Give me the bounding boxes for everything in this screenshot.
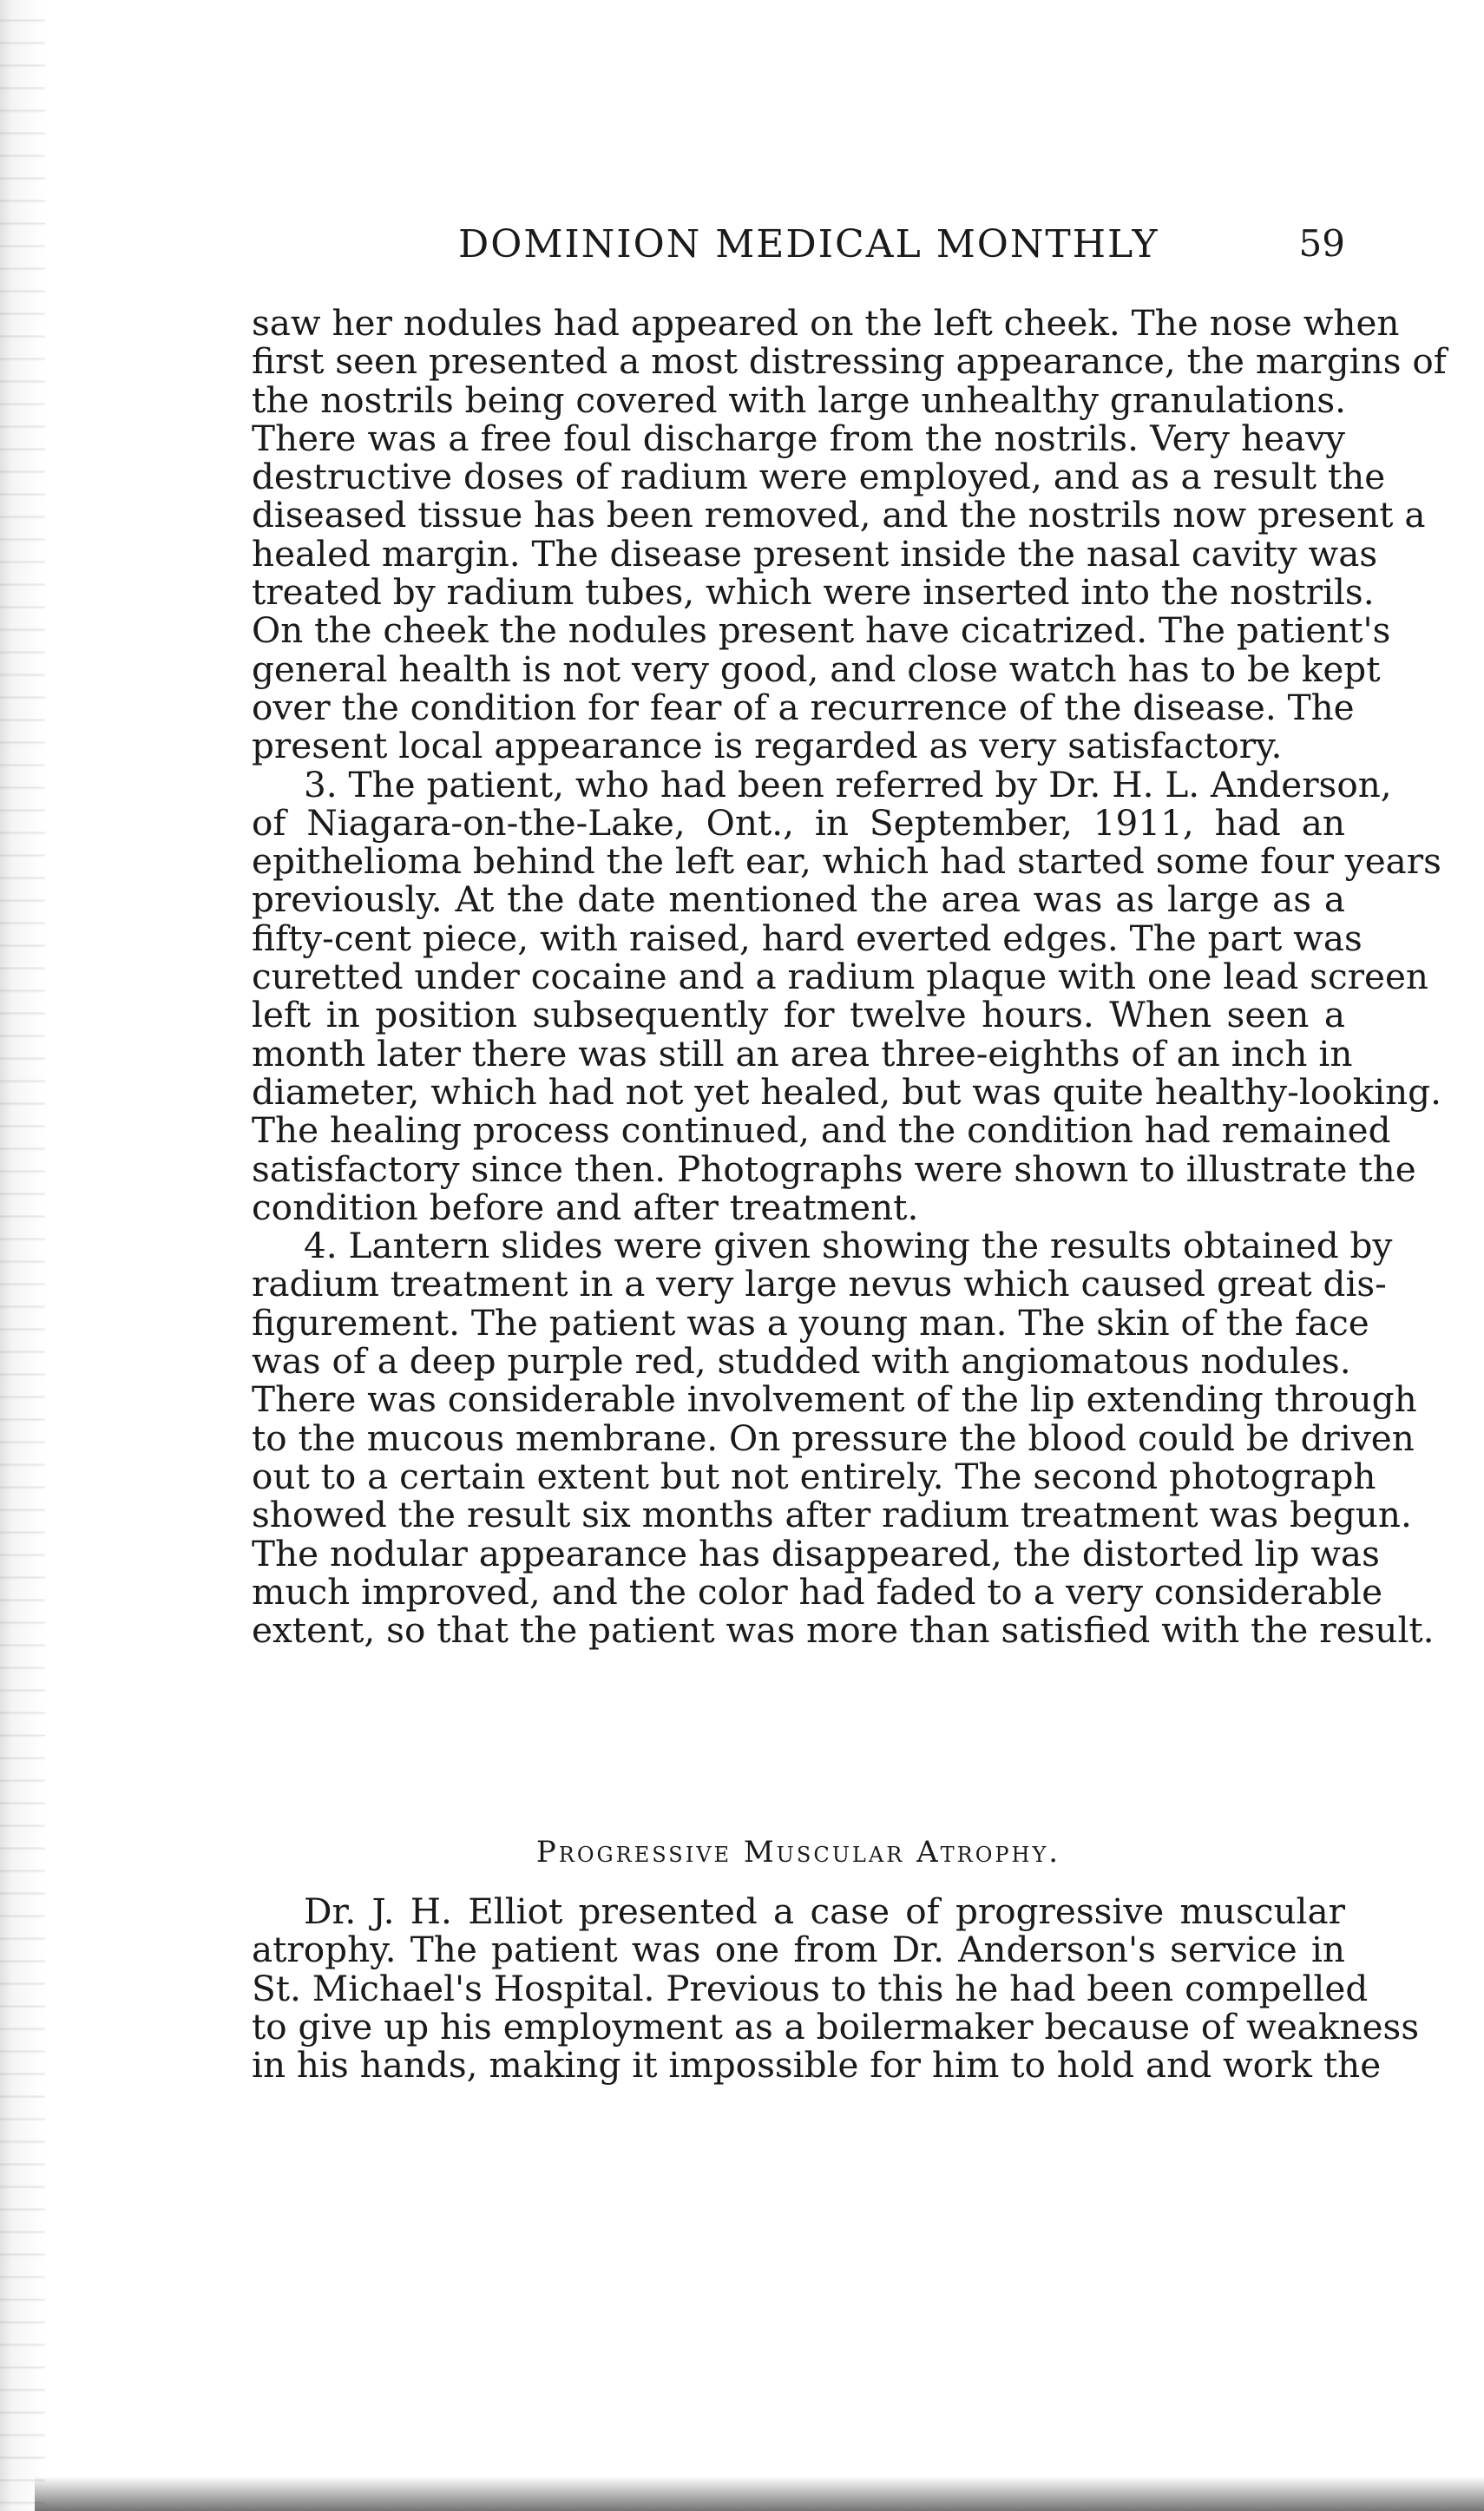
text-line: figurement. The patient was a young man. The skin of the face [252,1301,1369,1344]
text-line: previously. At the date mentioned the area was as large as a [252,878,1345,921]
text-line: in his hands, making it impossible for him to hold and work the [252,2044,1382,2087]
section-heading: Progressive Muscular Atrophy. [535,1835,1061,1870]
text-line: the nostrils being covered with large unhealthy granulations. [252,378,1346,421]
text-line: atrophy. The patient was one from Dr. Anderson's service in [252,1929,1345,1971]
paragraph-case-3 [252,763,1441,1228]
text-line: treated by radium tubes, which were inserted into the nostrils. [252,571,1375,614]
paragraph-continued [252,302,1447,767]
text-line: much improved, and the color had faded to a very considerable [252,1570,1383,1613]
text-line: condition before and after treatment. [252,1186,919,1228]
text-line: St. Michael's Hospital. Previous to this he had been compelled [252,1967,1369,2009]
text-line: diseased tissue has been removed, and the nostrils now present a [252,494,1426,536]
text-line: out to a certain extent but not entirely. The second photograph [252,1455,1376,1497]
text-line: over the condition for fear of a recurrence of the disease. The [252,686,1355,728]
text-line: to the mucous membrane. On pressure the blood could be driven [252,1417,1415,1459]
text-line: diameter, which had not yet healed, but was quite healthy-looking. [252,1070,1441,1113]
text-line: to give up his employment as a boilermaker because of weakness [252,2005,1420,2048]
body-text-continued [252,1890,1420,2087]
text-line: 3. The patient, who had been referred by Dr. H. L. Anderson, [304,763,1392,805]
text-line: destructive doses of radium were employed, and as a result the [252,456,1386,498]
text-line: month later there was still an area three-eighths of an inch in [252,1032,1353,1075]
text-line: fifty-cent piece, with raised, hard everted edges. The part was [252,917,1363,959]
text-line: The nodular appearance has disappeared, the distorted lip was [252,1532,1380,1574]
paragraph-muscular-atrophy [252,1890,1420,2087]
page-number: 59 [1298,222,1345,265]
text-line: general health is not very good, and close watch has to be kept [252,647,1381,690]
text-line: of Niagara-on-the-Lake, Ont., in September, 1911, had an [252,801,1345,844]
text-line: The healing process continued, and the condition had remained [252,1109,1391,1152]
running-title: DOMINION MEDICAL MONTHLY [458,222,1159,266]
page-bottom-edge [35,2476,1484,2511]
text-line: On the cheek the nodules present have cicatrized. The patient's [252,609,1391,652]
page-binding-edge [0,0,45,2511]
text-line: curetted under cocaine and a radium plaque with one lead screen [252,956,1429,998]
text-line: radium treatment in a very large nevus which caused great dis- [252,1263,1387,1305]
text-line: saw her nodules had appeared on the left cheek. The nose when [252,302,1400,344]
text-line: extent, so that the patient was more than satisfied with the result. [252,1609,1435,1652]
paragraph-case-4 [252,1225,1435,1652]
text-line: was of a deep purple red, studded with angiomatous nodules. [252,1340,1351,1383]
text-line: epithelioma behind the left ear, which had started some four years [252,840,1441,883]
text-line: first seen presented a most distressing appearance, the margins of [252,340,1447,383]
running-head [252,222,1345,266]
text-line: present local appearance is regarded as very satisfactory. [252,725,1283,767]
text-line: There was considerable involvement of the lip extending through [252,1378,1417,1421]
text-line: There was a free foul discharge from the nostrils. Very heavy [252,417,1345,459]
text-line: Dr. J. H. Elliot presented a case of progressive muscular [304,1890,1345,1932]
text-line: satisfactory since then. Photographs were shown to illustrate the [252,1147,1416,1190]
body-text [252,302,1447,1652]
text-line: healed margin. The disease present inside the nasal cavity was [252,532,1378,575]
text-line: left in position subsequently for twelve hours. When seen a [252,994,1345,1036]
text-line: 4. Lantern slides were given showing the results obtained by [304,1225,1393,1267]
text-line: showed the result six months after radium treatment was begun. [252,1494,1412,1536]
